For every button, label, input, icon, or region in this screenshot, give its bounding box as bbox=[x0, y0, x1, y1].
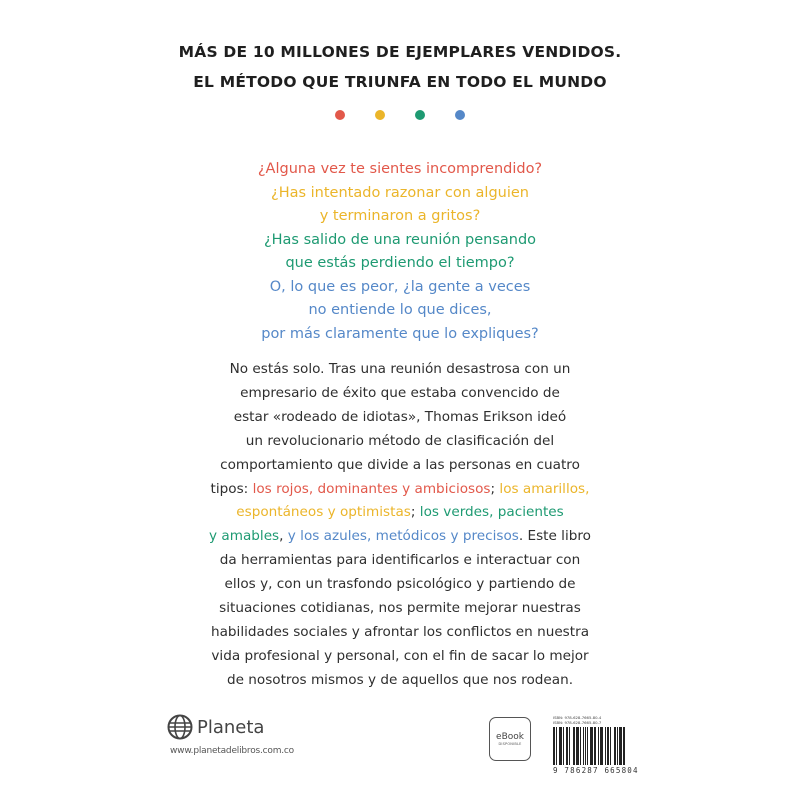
ebook-sublabel: DISPONIBLE bbox=[498, 741, 522, 746]
synopsis-line: comportamiento que divide a las personas en cuatro bbox=[220, 456, 580, 473]
headline bbox=[0, 37, 800, 97]
blue-dot-icon bbox=[455, 110, 465, 120]
synopsis-line: da herramientas para identificarlos e interactuar con bbox=[219, 552, 581, 569]
barcode-bars bbox=[553, 727, 639, 765]
question-green-1: ¿Has salido de una reunión pensando bbox=[263, 231, 537, 248]
synopsis-line: de nosotros mismos y de aquellos que nos rodean. bbox=[226, 671, 574, 688]
question-red: ¿Alguna vez te sientes incomprendido? bbox=[257, 161, 543, 177]
question-green-2: que estás perdiendo el tiempo? bbox=[285, 255, 515, 271]
type-green-text-1: los verdes, pacientes bbox=[419, 504, 564, 521]
synopsis-line: ellos y, con un trasfondo psicológico y partiendo de bbox=[224, 576, 576, 593]
publisher-logo bbox=[167, 714, 264, 740]
synopsis-line: empresario de éxito que estaba convencido de bbox=[240, 384, 560, 401]
type-yellow-text-2: espontáneos y optimistas bbox=[236, 504, 411, 521]
type-green-text-2: y amables bbox=[209, 528, 280, 545]
separator: ; bbox=[490, 480, 500, 497]
publisher-url: www.planetadelibros.com.co bbox=[170, 746, 294, 756]
synopsis-line: habilidades sociales y afrontar los conflictos en nuestra bbox=[210, 623, 590, 640]
synopsis-line: situaciones cotidianas, nos permite mejorar nuestras bbox=[219, 600, 581, 617]
synopsis-line: No estás solo. Tras una reunión desastrosa con un bbox=[229, 361, 571, 377]
type-yellow-text-1: los amarillos, bbox=[499, 480, 590, 497]
isbn-line-2: ISBN: 978-628-7665-80-7 bbox=[553, 720, 602, 725]
ebook-label: eBook bbox=[496, 731, 524, 742]
question-yellow-2: y terminaron a gritos? bbox=[319, 208, 481, 224]
type-blue-text: y los azules, metódicos y precisos bbox=[287, 528, 519, 545]
headline-line-1: MÁS DE 10 MILLONES DE EJEMPLARES VENDIDOS. bbox=[178, 43, 622, 61]
headline-line-2: EL MÉTODO QUE TRIUNFA EN TODO EL MUNDO bbox=[193, 73, 607, 91]
synopsis-line-types bbox=[190, 478, 610, 502]
separator: ; bbox=[410, 504, 420, 521]
barcode-number: 9 786287 665804 bbox=[553, 766, 639, 775]
types-suffix: . Este libro bbox=[518, 528, 591, 545]
synopsis-line: un revolucionario método de clasificación del bbox=[245, 432, 555, 449]
synopsis-line-types bbox=[190, 525, 610, 549]
color-dots bbox=[0, 110, 800, 120]
question-yellow-1: ¿Has intentado razonar con alguien bbox=[271, 184, 529, 201]
synopsis-line: vida profesional y personal, con el fin de sacar lo mejor bbox=[211, 647, 589, 664]
question-blue-2: no entiende lo que dices, bbox=[308, 302, 492, 318]
red-dot-icon bbox=[335, 110, 345, 120]
isbn-line-1: ISBN: 978-628-7665-80-4 bbox=[553, 715, 602, 720]
question-blue-3: por más claramente que lo expliques? bbox=[261, 325, 539, 342]
yellow-dot-icon bbox=[375, 110, 385, 120]
globe-icon bbox=[167, 714, 193, 740]
type-red-text: los rojos, dominantes y ambiciosos bbox=[252, 480, 491, 497]
ebook-badge bbox=[489, 717, 531, 761]
synopsis-line-types bbox=[190, 501, 610, 525]
synopsis bbox=[190, 358, 610, 693]
separator: , bbox=[279, 528, 288, 545]
green-dot-icon bbox=[415, 110, 425, 120]
barcode bbox=[553, 715, 639, 775]
synopsis-line: estar «rodeado de idiotas», Thomas Erikson ideó bbox=[233, 408, 567, 425]
question-blue-1: O, lo que es peor, ¿la gente a veces bbox=[269, 278, 531, 295]
questions-block bbox=[0, 158, 800, 346]
publisher-name: Planeta bbox=[197, 716, 265, 738]
types-prefix: tipos: bbox=[210, 480, 253, 497]
